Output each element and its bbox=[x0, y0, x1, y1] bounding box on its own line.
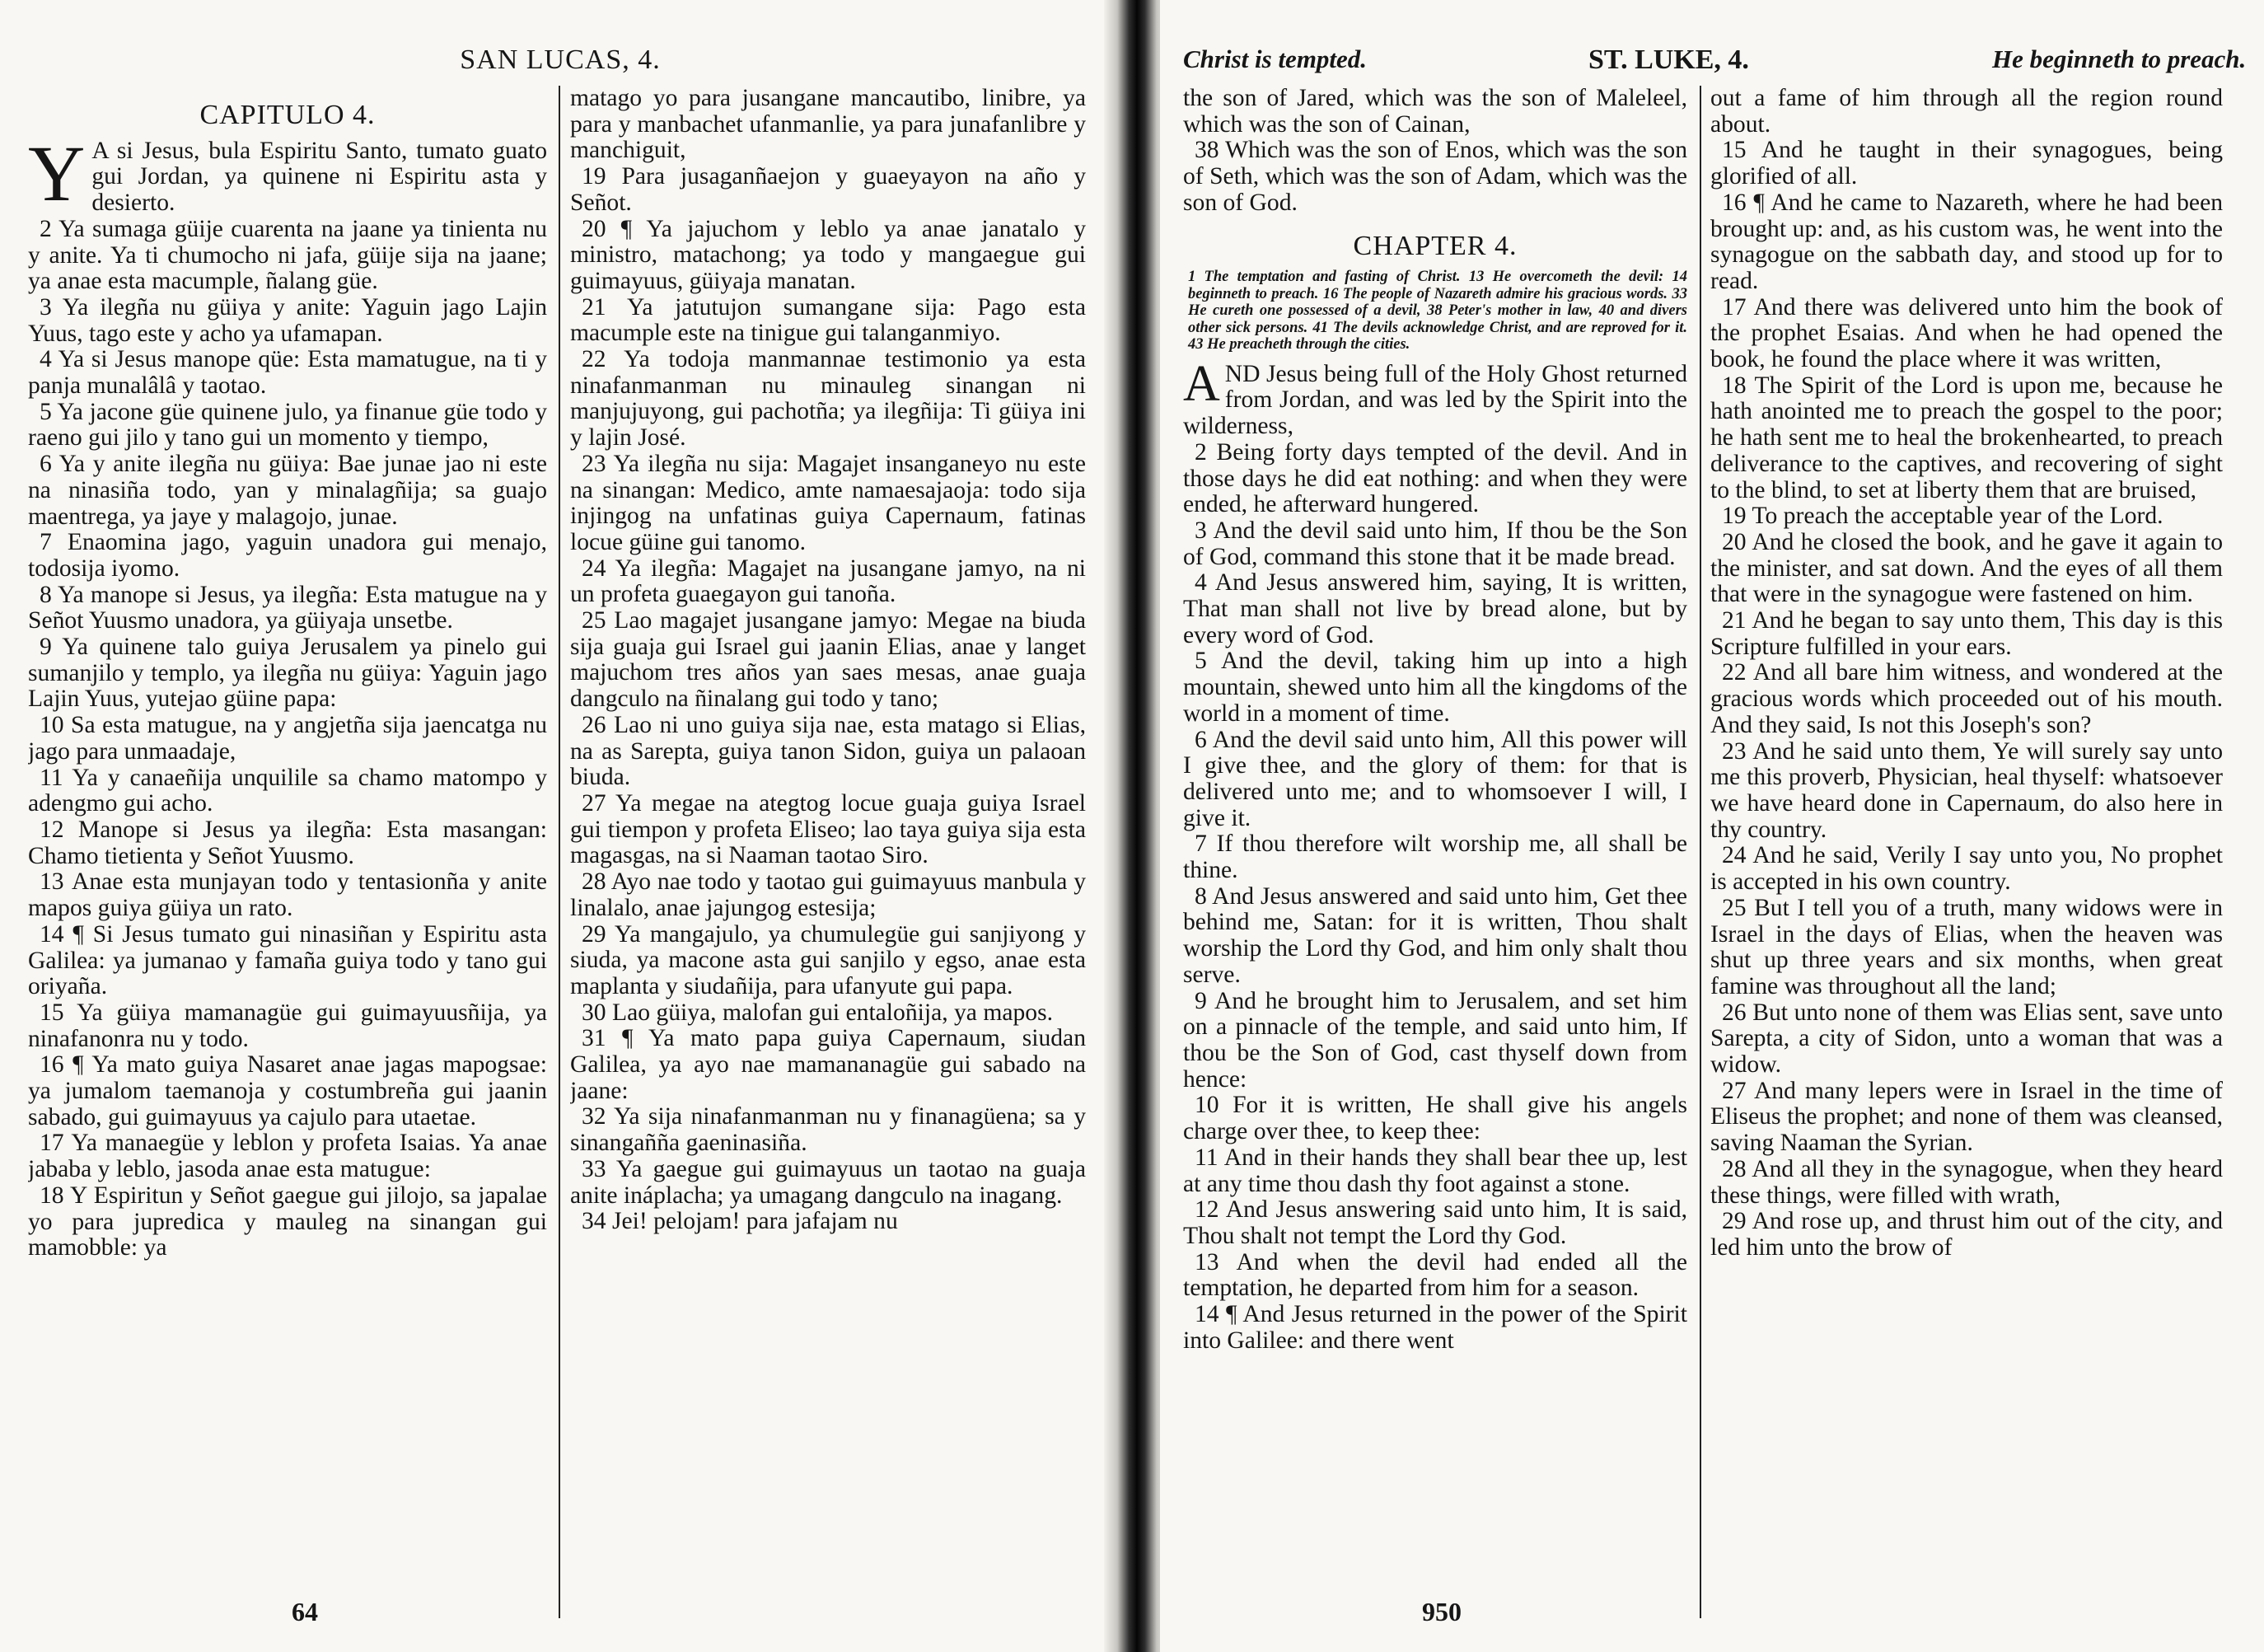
verse-text: 22 Ya todoja manmannae testimonio ya esta ninafanmanman nu minauleg sinangan ni manjujuyong, gui pachotña; ya ilegñija: Ti güiya ini y lajin José. bbox=[570, 346, 1086, 452]
column-left-1 bbox=[28, 86, 547, 1261]
column-right-2 bbox=[1710, 86, 2223, 1261]
chapter-title: CHAPTER 4. bbox=[1353, 230, 1518, 261]
running-head: SAN LUCAS, 4. bbox=[460, 44, 661, 75]
verse-paragraph bbox=[1183, 138, 1687, 216]
verse-paragraph bbox=[1183, 1302, 1687, 1354]
verse-text: 27 And many lepers were in Israel in the time of Eliseus the prophet; and none of them was cleansed, saving Naaman the Syrian. bbox=[1710, 1077, 2223, 1157]
verse-text: 23 And he said unto them, Ye will surely say unto me this proverb, Physician, heal thyself: whatsoever we have heard done in Capernaum, do also here in thy country. bbox=[1710, 737, 2223, 843]
verse-paragraph bbox=[28, 129, 547, 218]
column-left-2 bbox=[570, 86, 1086, 1235]
verse-paragraph bbox=[570, 1026, 1086, 1104]
right-page bbox=[1160, 0, 2264, 1652]
verse-paragraph bbox=[28, 400, 547, 452]
verse-text: 13 Anae esta munjayan todo y tentasionña y anite mapos guiya güiya un rato. bbox=[28, 868, 547, 922]
verse-paragraph bbox=[570, 608, 1086, 713]
verse-text: 4 Ya si Jesus manope qüe: Esta mamatugue, na ti y panja munalâlâ y taotao. bbox=[28, 346, 547, 400]
page-number: 64 bbox=[292, 1597, 318, 1626]
verse-text: 9 Ya quinene talo guiya Jerusalem ya pinelo gui sumanjilo y templo, ya ilegña nu güiya: Yaguin jago Lajin Yuus, yutejao güine papa: bbox=[28, 634, 547, 713]
verse-text: 17 And there was delivered unto him the book of the prophet Esaias. And when he had opened the book, he found the place where it was written, bbox=[1710, 293, 2223, 373]
verse-text: 34 Jei! pelojam! para jafajam nu bbox=[582, 1208, 898, 1235]
column-divider bbox=[1700, 86, 1701, 1618]
verse-text: 24 And he said, Verily I say unto you, No prophet is accepted in his own country. bbox=[1710, 842, 2223, 896]
verse-paragraph bbox=[1710, 373, 2223, 504]
verse-paragraph bbox=[1183, 1093, 1687, 1144]
verse-text: 23 Ya ilegña nu sija: Magajet insanganeyo nu este na sinangan: Medico, amte namaesajaoja: todo sija injingog na unfatinas guiya Capernaum, fatinas locue güine gui tanomo. bbox=[570, 450, 1086, 555]
verse-text: 6 Ya y anite ilegña nu güiya: Bae junae jao ni este na ninasiña todo, yan y minalagñija; sa guajo maentrega, ya jaye y malagojo, junae. bbox=[28, 451, 547, 530]
verse-paragraph bbox=[28, 634, 547, 713]
chapter-summary: 1 The temptation and fasting of Christ. 13 He overcometh the devil: 14 beginneth to preach. 16 The people of Nazareth admire his gracious words. 33 He cureth one possessed of a devil, 38 Peter's mother in law, 40 and divers other sick persons. 41 The devils acknowledge Christ, and are reproved for it. 43 He preacheth through the cities. bbox=[1188, 269, 1687, 353]
verse-paragraph bbox=[1710, 608, 2223, 660]
verse-text: 32 Ya sija ninafanmanman nu y finanagüena; sa y sinangañña gaeninasiña. bbox=[570, 1103, 1086, 1157]
verse-text: 14 ¶ And Jesus returned in the power of the Spirit into Galilee: and there went bbox=[1183, 1301, 1687, 1354]
verse-paragraph bbox=[570, 295, 1086, 347]
running-head-right: He beginneth to preach. bbox=[1992, 44, 2247, 73]
verse-text: 22 And all bare him witness, and wondered at the gracious words which proceeded out of his mouth. And they said, Is not this Joseph's son? bbox=[1710, 659, 2223, 738]
verse-text: 18 The Spirit of the Lord is upon me, because he hath anointed me to preach the gospel to the poor; he hath sent me to heal the brokenhearted, to preach deliverance to the captives, and recovering of sight to the blind, to set at liberty them that are bruised, bbox=[1710, 372, 2223, 503]
verse-paragraph bbox=[28, 869, 547, 921]
verse-paragraph bbox=[28, 1000, 547, 1052]
verse-text: 25 But I tell you of a truth, many widows were in Israel in the days of Elias, when the heaven was shut up three years and six months, when great famine was throughout all the land; bbox=[1710, 894, 2223, 999]
running-head-center: ST. LUKE, 4. bbox=[1588, 44, 1749, 75]
verse-text: 38 Which was the son of Enos, which was the son of Seth, which was the son of Adam, which was the son of God. bbox=[1183, 137, 1687, 216]
verse-text: 8 And Jesus answered and said unto him, Get thee behind me, Satan: for it is written, Thou shalt worship the Lord thy God, and him only shalt thou serve. bbox=[1183, 882, 1687, 988]
verse-paragraph bbox=[570, 922, 1086, 1000]
verse-paragraph bbox=[570, 1209, 1086, 1235]
verse-text: 15 Ya güiya mamanagüe gui guimayuusñija, ya ninafanonra nu y todo. bbox=[28, 999, 547, 1052]
verse-text: 17 Ya manaegüe y leblon y profeta Isaias. Ya anae jababa y leblo, jasoda anae esta matugue: bbox=[28, 1130, 547, 1183]
verse-text: 21 Ya jatutujon sumangane sija: Pago esta macumple este na tinigue gui talanganmiyo. bbox=[570, 293, 1086, 347]
verse-paragraph bbox=[570, 86, 1086, 164]
verse-text: 33 Ya gaegue gui guimayuus un taotao na guaja anite ináplacha; ya umagang dangculo na inagang. bbox=[570, 1155, 1086, 1209]
verse-text: 7 Enaomina jago, yaguin unadora gui menajo, todosija iyomo. bbox=[28, 529, 547, 582]
verse-text: 29 And rose up, and thrust him out of the city, and led him unto the brow of bbox=[1710, 1208, 2223, 1261]
verse-text: 21 And he began to say unto them, This day is this Scripture fulfilled in your ears. bbox=[1710, 607, 2223, 660]
verse-text: 24 Ya ilegña: Magajet na jusangane jamyo, na ni un profeta guaegayon gui tanoña. bbox=[570, 555, 1086, 608]
verse-paragraph bbox=[1710, 86, 2223, 138]
verse-paragraph bbox=[1710, 530, 2223, 608]
verse-paragraph bbox=[1710, 295, 2223, 373]
verse-paragraph bbox=[1710, 739, 2223, 844]
verse-text: matago yo para jusangane mancautibo, linibre, ya para y manbachet ufanmanlie, ya para junafanlibre y manchiguit, bbox=[570, 86, 1086, 164]
verse-paragraph bbox=[1183, 989, 1687, 1093]
verse-text: 6 And the devil said unto him, All this power will I give thee, and the glory of them: for that is delivered unto me; and to whomsoever I will, I give it. bbox=[1183, 726, 1687, 831]
verse-text: 5 Ya jacone güe quinene julo, ya finanue güe todo y raeno gui jilo y tano gui un momento y tiempo, bbox=[28, 398, 547, 452]
verse-paragraph bbox=[28, 1130, 547, 1182]
verse-paragraph bbox=[1183, 831, 1687, 883]
verse-text: 9 And he brought him to Jerusalem, and set him on a pinnacle of the temple, and said unto him, If thou be the Son of God, cast thyself down from hence: bbox=[1183, 987, 1687, 1093]
verse-text: 28 Ayo nae todo y taotao gui guimayuus manbula y linalalo, anae jajungog estesija; bbox=[570, 868, 1086, 921]
verse-paragraph bbox=[28, 295, 547, 347]
verse-text: the son of Jared, which was the son of Maleleel, which was the son of Cainan, bbox=[1183, 86, 1687, 138]
verse-text: 15 And he taught in their synagogues, being glorified of all. bbox=[1710, 137, 2223, 190]
verse-paragraph bbox=[28, 922, 547, 1000]
verse-text: 27 Ya megae na ategtog locue guaja guiya Israel gui tiempon y profeta Eliseo; lao taya guiya sija esta magasgas, na si Naaman taotao Siro. bbox=[570, 789, 1086, 869]
verse-paragraph bbox=[1183, 1250, 1687, 1302]
verse-paragraph bbox=[1710, 660, 2223, 738]
verse-paragraph bbox=[570, 869, 1086, 921]
verse-text: 5 And the devil, taking him up into a high mountain, shewed unto him all the kingdoms of the world in a moment of time. bbox=[1183, 648, 1687, 727]
verse-paragraph bbox=[28, 713, 547, 765]
verse-text: 10 Sa esta matugue, na y angjetña sija jaencatga nu jago para unmaadaje, bbox=[28, 712, 547, 765]
verse-paragraph bbox=[28, 817, 547, 869]
verse-paragraph bbox=[28, 452, 547, 530]
verse-text: 10 For it is written, He shall give his angels charge over thee, to keep thee: bbox=[1183, 1092, 1687, 1145]
verse-paragraph bbox=[1183, 86, 1687, 138]
verse-paragraph bbox=[1183, 570, 1687, 648]
verse-paragraph bbox=[1183, 648, 1687, 727]
verse-paragraph bbox=[1710, 1157, 2223, 1209]
column-divider bbox=[559, 86, 560, 1618]
verse-paragraph bbox=[570, 1104, 1086, 1156]
verse-paragraph bbox=[1183, 728, 1687, 832]
verse-paragraph bbox=[28, 583, 547, 634]
left-page bbox=[0, 0, 1114, 1652]
verse-paragraph bbox=[1710, 1079, 2223, 1157]
verse-text: 18 Y Espiritun y Señot gaegue gui jilojo, sa japalae yo para jupredica y mauleg na sinangan gui mamobble: ya bbox=[28, 1182, 547, 1261]
verse-paragraph bbox=[570, 1000, 1086, 1027]
verse-paragraph bbox=[28, 530, 547, 582]
verse-paragraph bbox=[1183, 1145, 1687, 1197]
verse-text: 19 Para jusaganñaejon y guaeyayon na año y Señot. bbox=[570, 163, 1086, 216]
verse-paragraph bbox=[570, 713, 1086, 791]
verse-text: 16 ¶ And he came to Nazareth, where he had been brought up: and, as his custom was, he went into the synagogue on the sabbath day, and stood up for to read. bbox=[1710, 189, 2223, 294]
running-head-left: Christ is tempted. bbox=[1183, 44, 1368, 73]
verse-text: 30 Lao güiya, malofan gui entaloñija, ya mapos. bbox=[582, 999, 1053, 1026]
verse-paragraph bbox=[1710, 190, 2223, 295]
verse-paragraph bbox=[570, 1157, 1086, 1209]
chapter-title: CAPITULO 4. bbox=[199, 100, 376, 130]
verse-text: 13 And when the devil had ended all the temptation, he departed from him for a season. bbox=[1183, 1248, 1687, 1302]
verse-paragraph bbox=[1183, 440, 1687, 518]
verse-text: 14 ¶ Si Jesus tumato gui ninasiñan y Espiritu asta Galilea: ya jumanao y famaña guiya todo y tano gui oriyaña. bbox=[28, 920, 547, 1000]
verse-text: 11 And in their hands they shall bear thee up, lest at any time thou dash thy foot against a stone. bbox=[1183, 1144, 1687, 1197]
verse-text: 16 ¶ Ya mato guiya Nasaret anae jagas mapogsae: ya jumalom taemanoja y costumbreña gui jaanin sabado, gui guimayuus ya cajulo para utaetae. bbox=[28, 1051, 547, 1130]
verse-text: 8 Ya manope si Jesus, ya ilegña: Esta matugue na y Señot Yuusmo unadora, ya güiyaja unsetbe. bbox=[28, 581, 547, 634]
verse-text: 20 ¶ Ya jajuchom y leblo ya anae janatalo y ministro, matachong; ya todo y mangaegue gui guimayuus, güiyaja manatan. bbox=[570, 215, 1086, 294]
verse-paragraph bbox=[28, 347, 547, 399]
verse-text: 26 But unto none of them was Elias sent, save unto Sarepta, a city of Sidon, unto a woman that was a widow. bbox=[1710, 999, 2223, 1079]
verse-paragraph bbox=[1183, 884, 1687, 989]
verse-text: 12 Manope si Jesus ya ilegña: Esta masangan: Chamo tietienta y Señot Yuusmo. bbox=[28, 816, 547, 869]
verse-paragraph bbox=[1710, 896, 2223, 1000]
verse-text: 20 And he closed the book, and he gave it again to the minister, and sat down. And the eyes of all them that were in the synagogue were fastened on him. bbox=[1710, 528, 2223, 608]
verse-paragraph bbox=[570, 217, 1086, 295]
verse-text: A si Jesus, bula Espiritu Santo, tumato guato gui Jordan, ya quinene ni Espiritu asta y desierto. bbox=[91, 137, 547, 217]
verse-text: 12 And Jesus answering said unto him, It is said, Thou shalt not tempt the Lord thy God. bbox=[1183, 1196, 1687, 1249]
verse-text: 31 ¶ Ya mato papa guiya Capernaum, siudan Galilea, ya ayo nae mamananagüe gui sabado na jaane: bbox=[570, 1025, 1086, 1104]
verse-paragraph bbox=[570, 791, 1086, 869]
verse-text: 19 To preach the acceptable year of the Lord. bbox=[1722, 503, 2163, 530]
verse-paragraph bbox=[1710, 843, 2223, 895]
verse-paragraph bbox=[1183, 1197, 1687, 1249]
verse-text: 11 Ya y canaeñija unquilile sa chamo matompo y adengmo gui acho. bbox=[28, 764, 547, 817]
verse-paragraph bbox=[570, 556, 1086, 608]
verse-paragraph bbox=[570, 347, 1086, 452]
verse-paragraph bbox=[28, 1183, 547, 1261]
verse-text: 28 And all they in the synagogue, when they heard these things, were filled with wrath, bbox=[1710, 1155, 2223, 1209]
drop-cap: A bbox=[1183, 355, 1220, 412]
page-number: 950 bbox=[1422, 1597, 1462, 1626]
verse-paragraph bbox=[1710, 138, 2223, 190]
verse-text: 25 Lao magajet jusangane jamyo: Megae na biuda sija guaja gui Israel gui jaanin Elias, anae y langet majuchom tres años yan saes mesas, anae guaja dangculo na ñinalang gui todo y tano; bbox=[570, 607, 1086, 713]
verse-text: ND Jesus being full of the Holy Ghost returned from Jordan, and was led by the Spirit into the wilderness, bbox=[1183, 360, 1687, 440]
verse-text: 26 Lao ni uno guiya sija nae, esta matago si Elias, na as Sarepta, guiya tanon Sidon, guiya un palaoan biuda. bbox=[570, 711, 1086, 791]
verse-paragraph bbox=[1710, 1209, 2223, 1261]
verse-paragraph bbox=[1710, 1000, 2223, 1079]
verse-paragraph bbox=[1183, 355, 1687, 440]
verse-paragraph bbox=[570, 164, 1086, 216]
verse-text: 4 And Jesus answered him, saying, It is written, That man shall not live by bread alone, but by every word of God. bbox=[1183, 569, 1687, 648]
verse-paragraph bbox=[1183, 518, 1687, 570]
verse-text: out a fame of him through all the region round about. bbox=[1710, 86, 2223, 138]
verse-text: 2 Being forty days tempted of the devil. And in those days he did eat nothing: and when they were ended, he afterward hungered. bbox=[1183, 438, 1687, 518]
verse-paragraph bbox=[28, 1052, 547, 1130]
verse-paragraph bbox=[28, 217, 547, 295]
drop-cap: Y bbox=[28, 129, 86, 218]
verse-text: 29 Ya mangajulo, ya chumulegüe gui sanjiyong y siuda, ya macone asta gui sanjilo y egso, anae esta maplanta y siudañija, para ufanyute gui papa. bbox=[570, 920, 1086, 999]
verse-paragraph bbox=[1710, 503, 2223, 530]
column-right-1 bbox=[1183, 86, 1687, 1354]
verse-text: 2 Ya sumaga güije cuarenta na jaane ya tinienta nu y anite. Ya ti chumocho ni jafa, güije sija na jaane; ya anae esta macumple, ñalang güe. bbox=[28, 215, 547, 295]
verse-text: 3 And the devil said unto him, If thou be the Son of God, command this stone that it be made bread. bbox=[1183, 517, 1687, 570]
verse-text: 7 If thou therefore wilt worship me, all shall be thine. bbox=[1183, 831, 1687, 884]
verse-paragraph bbox=[570, 452, 1086, 556]
verse-paragraph bbox=[28, 765, 547, 817]
verse-text: 3 Ya ilegña nu güiya y anite: Yaguin jago Lajin Yuus, tago este y acho ya ufamapan. bbox=[28, 293, 547, 347]
